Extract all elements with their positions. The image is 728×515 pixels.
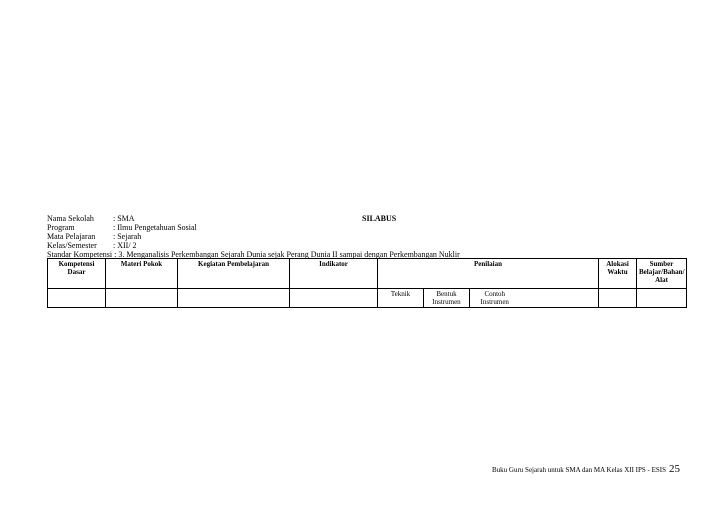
info-row-1: [47, 214, 135, 223]
info-label: Nama Sekolah: [47, 214, 94, 223]
syllabus-table: [47, 258, 687, 308]
info-value: : XII/ 2: [113, 241, 137, 250]
page-number: 25: [669, 463, 680, 475]
cell: [599, 289, 637, 308]
info-label: Program: [47, 223, 75, 232]
header-kegiatan-pembelajaran: Kegiatan Pembelajaran: [178, 259, 290, 289]
header-materi-pokok: Materi Pokok: [106, 259, 178, 289]
subheader-teknik: Teknik: [378, 289, 424, 308]
footer-text: Buku Guru Sejarah untuk SMA dan MA Kelas XII IPS - ESIS: [492, 466, 667, 474]
subheader-contoh-instrumen: Contoh Instrumen: [470, 289, 520, 308]
header-kompetensi-dasar: Kompetensi Dasar: [48, 259, 106, 289]
info-row-3: [47, 232, 141, 241]
cell: [637, 289, 687, 308]
info-value: : Ilmu Pengetahuan Sosial: [113, 223, 197, 232]
header-penilaian: Penilaian: [378, 259, 599, 289]
info-row-2: [47, 223, 197, 232]
header-indikator: Indikator: [290, 259, 378, 289]
header-alokasi-waktu: Alokasi Waktu: [599, 259, 637, 289]
standar-kompetensi: Standar Kompetensi : 3. Menganalisis Perkembangan Sejarah Dunia sejak Perang Dunia II sampai dengan Perkembangan Nuklir: [47, 250, 460, 259]
info-value: : Sejarah: [113, 232, 142, 241]
info-value: : SMA: [113, 214, 135, 223]
header-sumber-belajar: Sumber Belajar/Bahan/ Alat: [637, 259, 687, 289]
cell: [48, 289, 106, 308]
info-label: Kelas/Semester: [47, 241, 97, 250]
info-row-4: [47, 241, 137, 250]
info-label: Mata Pelajaran: [47, 232, 96, 241]
page-title: SILABUS: [362, 214, 397, 223]
cell: [178, 289, 290, 308]
subheader-bentuk-instrumen: Bentuk Instrumen: [424, 289, 470, 308]
cell: [106, 289, 178, 308]
cell: [520, 289, 599, 308]
cell: [290, 289, 378, 308]
